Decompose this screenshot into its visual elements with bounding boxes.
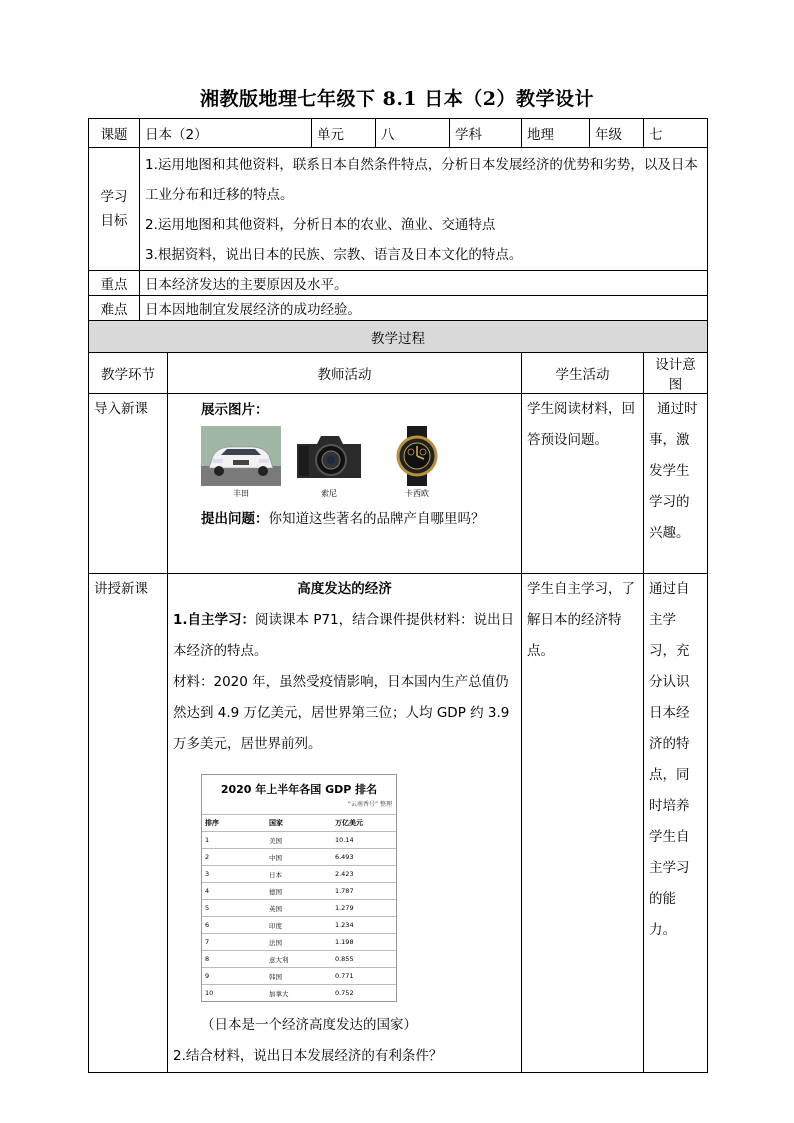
- subject-label: 学科: [450, 119, 522, 148]
- camera-photo-icon: [289, 426, 369, 486]
- brand-photos: [201, 426, 516, 499]
- intro-row: [89, 394, 708, 574]
- goals-content: [140, 148, 708, 271]
- difficult-point-value: 日本因地制宜发展经济的成功经验。: [140, 296, 708, 321]
- info-row: [89, 119, 708, 148]
- gdp-cell: 中国: [266, 849, 332, 866]
- gdp-cell: 2.423: [332, 866, 396, 883]
- car-photo-icon: [201, 426, 281, 486]
- gdp-cell: 意大利: [266, 951, 332, 968]
- show-pictures-label: 展示图片：: [201, 402, 269, 418]
- gdp-header-row: [202, 815, 396, 832]
- gdp-cell: 英国: [266, 900, 332, 917]
- self-study-text: 阅读课本 P71，结合课件提供材料：说出日本经济的特点。: [173, 612, 515, 659]
- lecture-student: 学生自主学习，了解日本的经济特点。: [522, 574, 644, 1073]
- difficult-point-label: 难点: [89, 296, 140, 321]
- question-label: 提出问题：: [201, 511, 269, 527]
- lecture-heading: 高度发达的经济: [297, 581, 392, 597]
- goal-item: 3.根据资料，说出日本的民族、宗教、语言及日本文化的特点。: [145, 247, 523, 263]
- material-text: 材料：2020 年，虽然受疫情影响，日本国内生产总值仍然达到 4.9 万亿美元，居世界第三位；人均 GDP 约 3.9 万多美元，居世界前列。: [173, 674, 510, 752]
- gdp-cell: 4: [202, 883, 266, 900]
- gdp-cell: 韩国: [266, 968, 332, 985]
- gdp-cell: 0.771: [332, 968, 396, 985]
- gdp-row: [202, 951, 396, 968]
- gdp-row: [202, 900, 396, 917]
- gdp-cell: 0.752: [332, 985, 396, 1002]
- topic-value: 日本（2）: [140, 119, 312, 148]
- gdp-cell: 8: [202, 951, 266, 968]
- gdp-cell: 10.14: [332, 832, 396, 849]
- lecture-row: [89, 574, 708, 1073]
- self-study-label: 1.自主学习：: [173, 612, 256, 628]
- process-header-row: [89, 321, 708, 353]
- column-header-row: [89, 353, 708, 394]
- topic-label: 课题: [89, 119, 140, 148]
- gdp-cell: 法国: [266, 934, 332, 951]
- gdp-table-source: “云南香号” 整理: [347, 801, 392, 808]
- lecture-teacher: [168, 574, 522, 1073]
- photo-caption: 索尼: [321, 489, 337, 498]
- column-teacher: 教师活动: [168, 353, 522, 394]
- gdp-table-title: 2020 年上半年各国 GDP 排名: [220, 783, 378, 796]
- gdp-cell: 加拿大: [266, 985, 332, 1002]
- lecture-intent: 通过自主学习，充分认识日本经济的特点，同时培养学生自主学习的能力。: [644, 574, 708, 1073]
- gdp-cell: 5: [202, 900, 266, 917]
- gdp-row: [202, 968, 396, 985]
- key-point-row: [89, 271, 708, 296]
- gdp-row: [202, 985, 396, 1002]
- key-point-value: 日本经济发达的主要原因及水平。: [140, 271, 708, 296]
- difficult-point-row: [89, 296, 708, 321]
- gdp-cell: 6.493: [332, 849, 396, 866]
- gdp-cell: 1.234: [332, 917, 396, 934]
- gdp-row: [202, 849, 396, 866]
- gdp-header-cell: 排序: [202, 815, 266, 832]
- subject-value: 地理: [522, 119, 590, 148]
- gdp-ranking-table: [201, 774, 397, 1002]
- gdp-cell: 2: [202, 849, 266, 866]
- photo-casio: [377, 426, 457, 499]
- gdp-cell: 日本: [266, 866, 332, 883]
- unit-label: 单元: [312, 119, 376, 148]
- gdp-row: [202, 934, 396, 951]
- gdp-cell: 印度: [266, 917, 332, 934]
- intro-teacher: [168, 394, 522, 574]
- intro-intent: 通过时事，激发学生学习的兴趣。: [644, 394, 708, 574]
- gdp-cell: 美国: [266, 832, 332, 849]
- process-header: 教学过程: [89, 321, 708, 353]
- gdp-row: [202, 917, 396, 934]
- question-text: 你知道这些著名的品牌产自哪里吗？: [268, 511, 485, 527]
- photo-caption: 卡西欧: [405, 489, 429, 498]
- grade-value: 七: [644, 119, 708, 148]
- gdp-row: [202, 866, 396, 883]
- gdp-row: [202, 832, 396, 849]
- goal-item: 2.运用地图和其他资料，分析日本的农业、渔业、交通特点: [145, 217, 496, 233]
- gdp-cell: 1.279: [332, 900, 396, 917]
- gdp-cell: 7: [202, 934, 266, 951]
- watch-photo-icon: [377, 426, 457, 486]
- intro-stage: 导入新课: [89, 394, 168, 574]
- gdp-cell: 0.855: [332, 951, 396, 968]
- grade-label: 年级: [590, 119, 644, 148]
- gdp-table-body: [202, 814, 396, 1001]
- key-point-label: 重点: [89, 271, 140, 296]
- intro-student: 学生阅读材料，回答预设问题。: [522, 394, 644, 574]
- column-student: 学生活动: [522, 353, 644, 394]
- photo-caption: 丰田: [233, 489, 249, 498]
- intro-question: [173, 505, 516, 533]
- gdp-row: [202, 883, 396, 900]
- gdp-cell: 3: [202, 866, 266, 883]
- gdp-cell: 1.787: [332, 883, 396, 900]
- lecture-conclusion: （日本是一个经济高度发达的国家）: [201, 1017, 417, 1033]
- lecture-question-2: 2.结合材料，说出日本发展经济的有利条件？: [173, 1048, 443, 1064]
- gdp-cell: 6: [202, 917, 266, 934]
- gdp-cell: 9: [202, 968, 266, 985]
- gdp-header-cell: 国家: [266, 815, 332, 832]
- self-study: [173, 605, 516, 667]
- goal-item: 1.运用地图和其他资料，联系日本自然条件特点，分析日本发展经济的优势和劣势，以及日本工业分布和迁移的特点。: [145, 157, 698, 203]
- column-stage: 教学环节: [89, 353, 168, 394]
- goals-row: [89, 148, 708, 271]
- gdp-cell: 10: [202, 985, 266, 1002]
- goals-label: 学习目标: [89, 148, 140, 271]
- column-intent: 设计意图: [644, 353, 708, 394]
- lesson-plan-table: [88, 118, 708, 1073]
- document-title: 湘教版地理七年级下 8.1 日本（2）教学设计: [199, 88, 594, 110]
- gdp-header-cell: 万亿美元: [332, 815, 396, 832]
- gdp-cell: 1: [202, 832, 266, 849]
- unit-value: 八: [376, 119, 450, 148]
- gdp-cell: 1.198: [332, 934, 396, 951]
- lecture-stage: 讲授新课: [89, 574, 168, 1073]
- gdp-cell: 德国: [266, 883, 332, 900]
- photo-toyota: [201, 426, 281, 499]
- photo-sony: [289, 426, 369, 499]
